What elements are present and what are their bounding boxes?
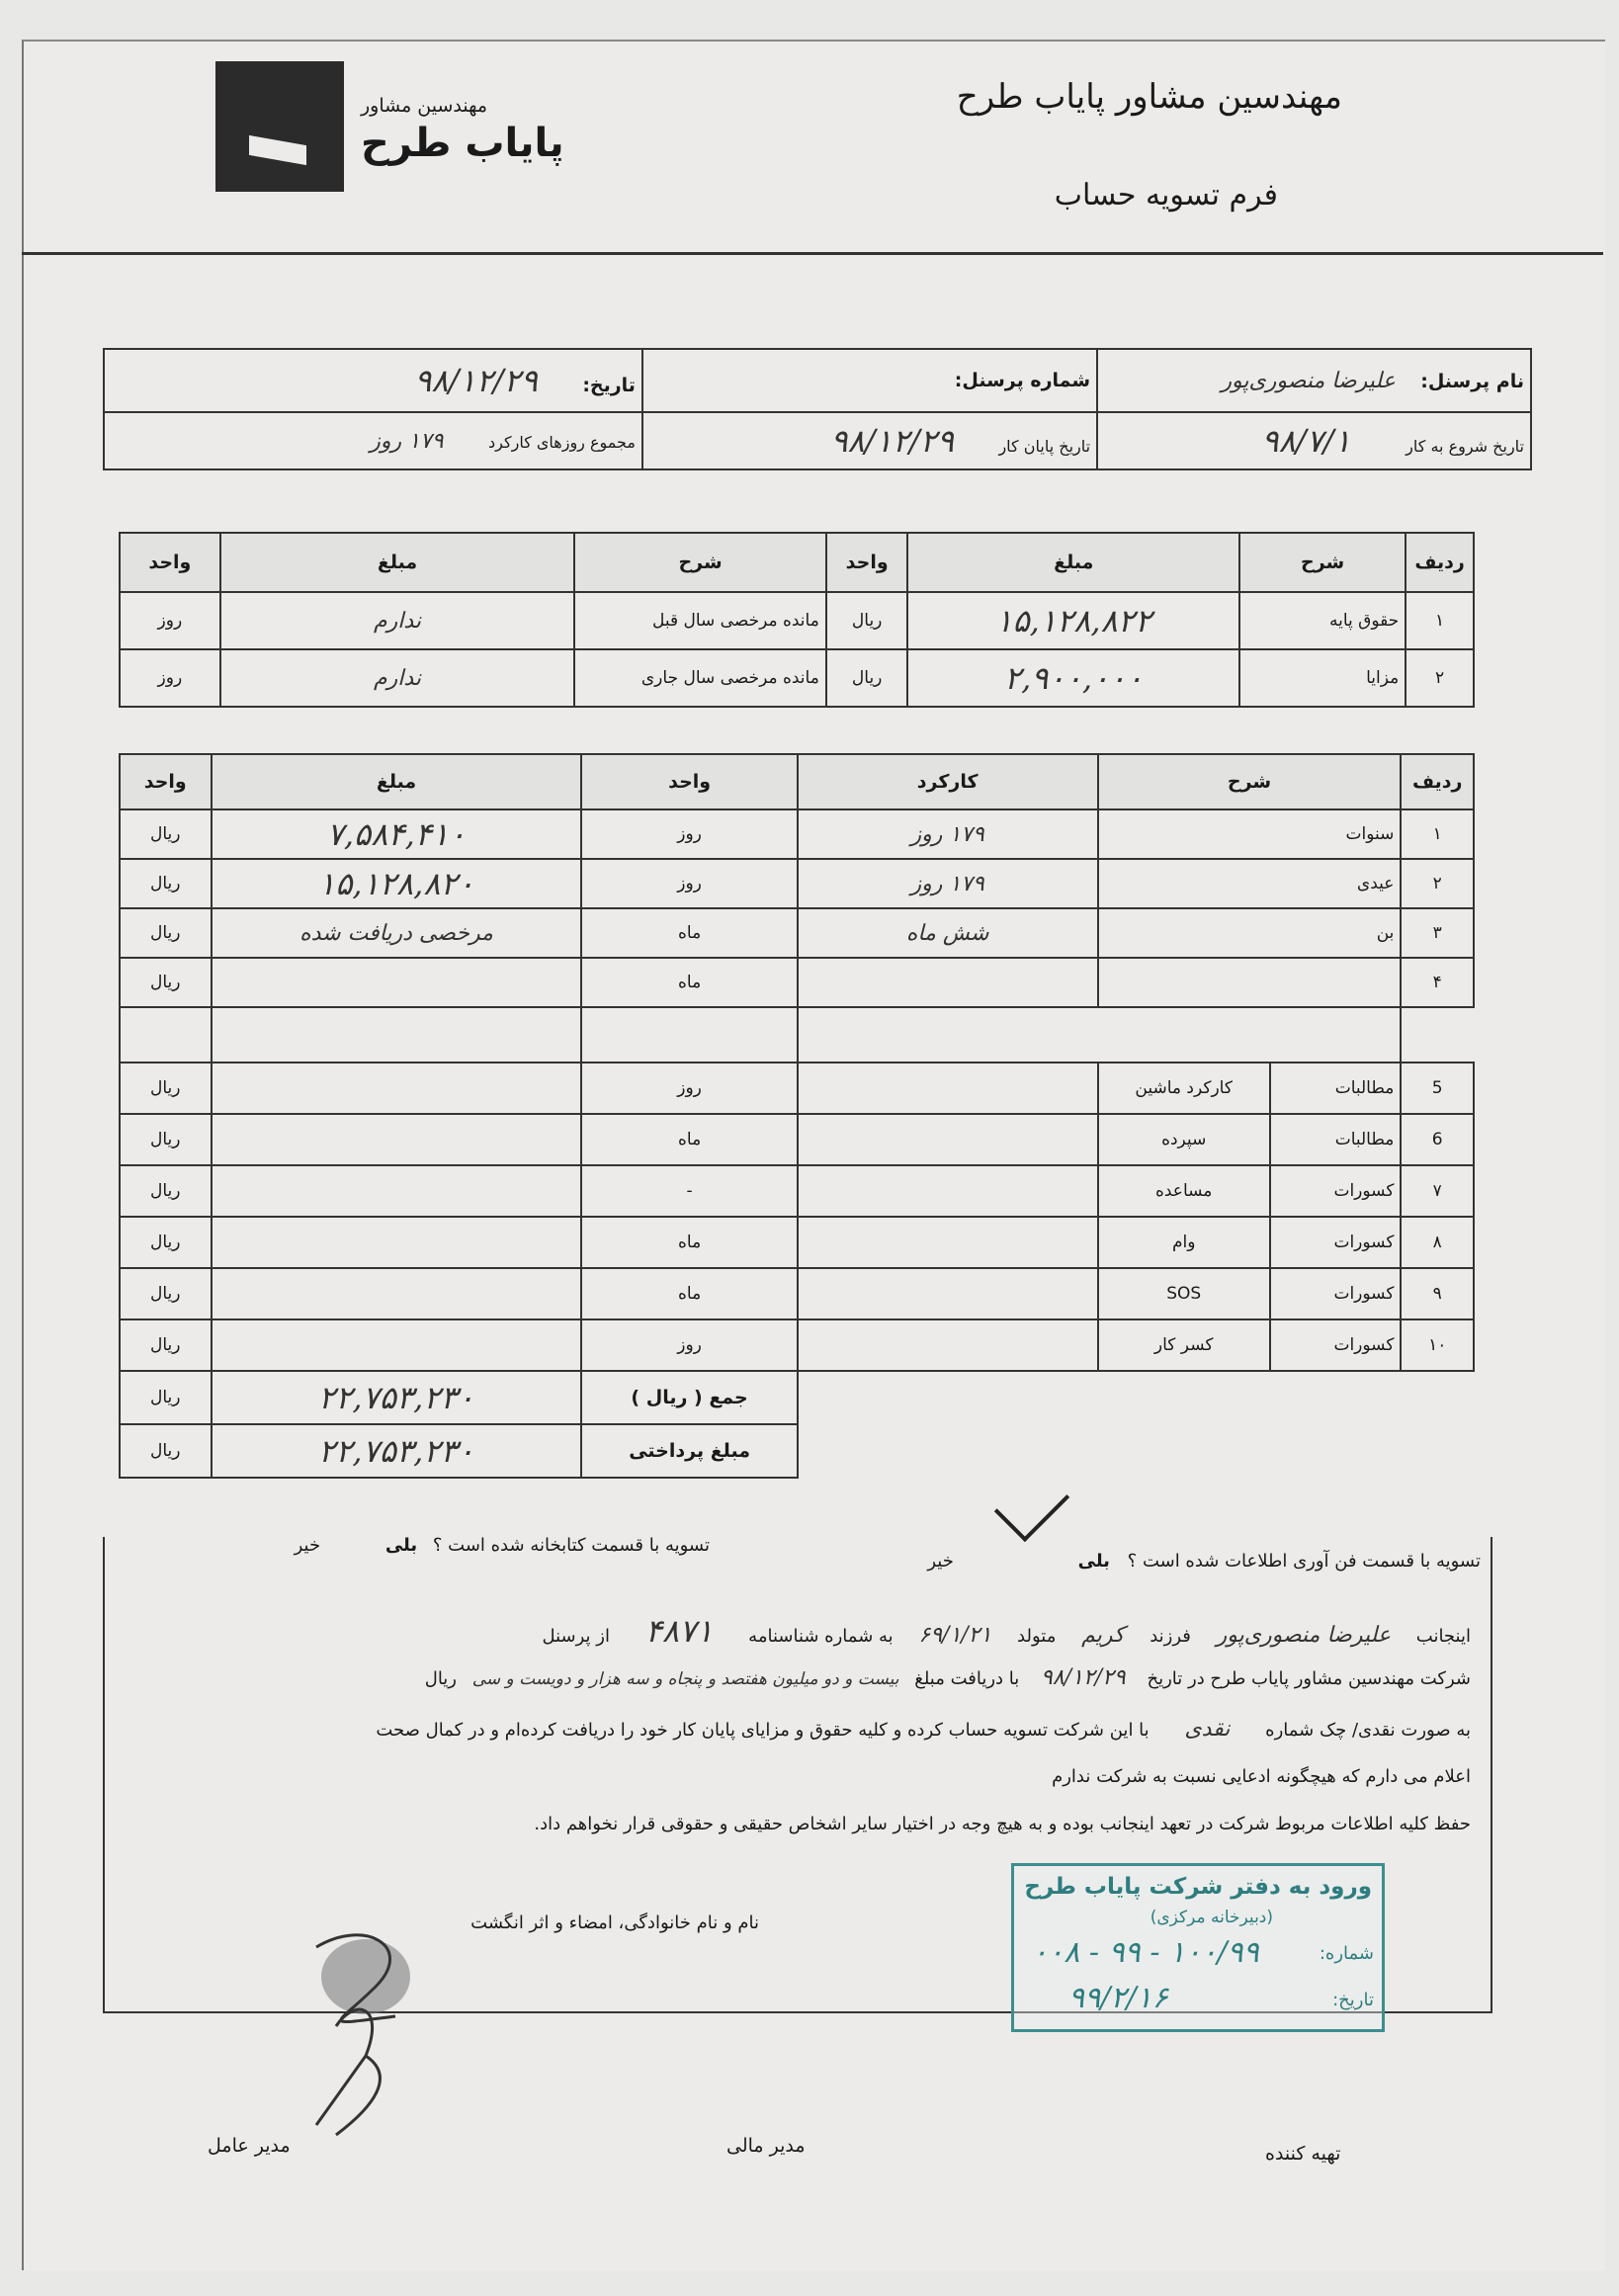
table-row: ۸ کسورات وام ماه ریال: [120, 1217, 1474, 1268]
table-row: ۷ کسورات مساعده - ریال: [120, 1165, 1474, 1217]
table-row: ۹ کسورات SOS ماه ریال: [120, 1268, 1474, 1319]
table-row: 5 مطالبات کارکرد ماشین روز ریال: [120, 1063, 1474, 1114]
col-unit: واحد: [826, 533, 908, 592]
signature-label: نام و نام خانوادگی، امضاء و اثر انگشت: [470, 1913, 759, 1933]
table-row: ۴ ماه ریال: [120, 958, 1474, 1007]
col-desc-2: شرح: [574, 533, 826, 592]
col-desc: شرح: [1239, 533, 1406, 592]
finance-manager-label: مدیر مالی: [726, 2135, 806, 2157]
table-row: 6 مطالبات سپرده ماه ریال: [120, 1114, 1474, 1165]
table-row: [120, 1007, 1474, 1063]
declaration-line-1: اینجانب علیرضا منصوری‌پور فرزند کریم متولد ۶۹/۱/۲۱ به شماره شناسنامه ۴۸۷۱ از پرسنل: [542, 1612, 1471, 1650]
col-amount-2: مبلغ: [220, 533, 575, 592]
declaration-line-2: شرکت مهندسین مشاور پایاب طرح در تاریخ ۹۸/۱۲/۲۹ با دریافت مبلغ بیست و دو میلیون هفتصد و پنجاه و سه هزار و دویست و سی ریال: [424, 1665, 1471, 1690]
header-divider: [22, 252, 1603, 255]
personnel-name-cell: نام پرسنل: علیرضا منصوری‌پور: [1097, 349, 1531, 412]
logo-big-text: پایاب طرح: [361, 121, 564, 166]
declaration-line-3: به صورت نقدی/ چک شماره نقدی با این شرکت تسویه حساب کرده و کلیه حقوق و مزایای پایان کار خود را دریافت کرده‌ام و در کمال صحت: [376, 1717, 1471, 1742]
fingerprint-mark: [321, 1939, 410, 2014]
payment-row: مبلغ پرداختی ۲۲,۷۵۳,۲۳۰ ریال: [120, 1424, 1474, 1478]
it-no-option: خیر: [927, 1551, 954, 1572]
declaration-line-5: حفظ کلیه اطلاعات مربوط شرکت در تعهد اینجانب بوده و به هیچ وجه در اختیار سایر اشخاص حقیقی و حقوقی قرار نخواهم داد.: [534, 1814, 1471, 1834]
salary-table: [119, 532, 1475, 708]
table-row: ۲ عیدی ۱۷۹ روز روز ۱۵,۱۲۸,۸۲۰ ریال: [120, 859, 1474, 908]
ceo-signature-label: مدیر عامل: [208, 2135, 291, 2157]
table-row: ۱ سنوات ۱۷۹ روز روز ۷,۵۸۴,۴۱۰ ریال: [120, 809, 1474, 859]
table-row: ۲ مزایا ۲,۹۰۰,۰۰۰ ریال مانده مرخصی سال جاری ندارم روز: [120, 649, 1474, 707]
sum-row: جمع ( ریال ) ۲۲,۷۵۳,۲۳۰ ریال: [120, 1371, 1474, 1424]
it-yes-option: بلی: [1077, 1551, 1110, 1572]
col-row: ردیف: [1406, 533, 1474, 592]
it-clearance-question: تسویه با قسمت فن آوری اطلاعات شده است ؟ بلی خیر: [927, 1551, 1481, 1572]
signature-scribble: [277, 1908, 474, 2145]
table-row: ۳ بن شش ماه ماه مرخصی دریافت شده ریال: [120, 908, 1474, 958]
personnel-number-cell: شماره پرسنل:: [642, 349, 1097, 412]
declaration-line-4: اعلام می دارم که هیچگونه ادعایی نسبت به شرکت ندارم: [1052, 1766, 1471, 1787]
start-date-cell: تاریخ شروع به کار ۹۸/۷/۱: [1097, 412, 1531, 469]
company-logo: [215, 61, 344, 192]
col-amount: مبلغ: [907, 533, 1238, 592]
preparer-label: تهیه کننده: [1265, 2143, 1341, 2165]
end-date-cell: تاریخ پایان کار ۹۸/۱۲/۲۹: [642, 412, 1097, 469]
date-cell: تاریخ: ۹۸/۱۲/۲۹: [104, 349, 642, 412]
registration-stamp: ورود به دفتر شرکت پایاب طرح (دبیرخانه مرکزی) شماره: ۱۰۰/۹۹ - ۹۹ - ۰۰۸ تاریخ: ۹۹/۲/۱۶: [1011, 1863, 1385, 2032]
settlement-table: ردیف شرح کارکرد واحد مبلغ واحد ۱ سنوات ۱۷۹ روز روز ۷,۵۸۴,۴۱۰ ریال ۲ عیدی ۱۷۹ روز روز ۱۵,۱۲۸,۸۲۰ ریال ۳ بن شش ماه ماه مرخصی دریافت شده ریال ۴ ماه ریال 5 مطالبات کارکرد ماشین روز ریال 6 مطالبات سپرده ماه ریال ۷ کسورات مساعده - ریال ۸ کسورات وام ماه ریال ۹ کسورات SOS ماه ریال ۱۰ کسورات کسر کار روز ریال جمع ( ریال ) ۲۲,۷۵۳,۲۳۰ ریال مبلغ پرداختی ۲۲,۷۵۳,۲۳۰ ریال: [119, 753, 1475, 1479]
table-row: ۱ حقوق پایه ۱۵,۱۲۸,۸۲۲ ریال مانده مرخصی سال قبل ندارم روز: [120, 592, 1474, 649]
library-no-option: خیر: [294, 1535, 321, 1556]
table-row: ۱۰ کسورات کسر کار روز ریال: [120, 1319, 1474, 1371]
library-clearance-question: تسویه با قسمت کتابخانه شده است ؟ بلی خیر: [294, 1535, 710, 1556]
logo-small-text: مهندسین مشاور: [361, 95, 488, 117]
company-title: مهندسین مشاور پایاب طرح: [956, 77, 1342, 117]
library-yes-option: بلی: [384, 1535, 418, 1556]
form-title: فرم تسویه حساب: [1054, 178, 1278, 213]
col-unit-2: واحد: [120, 533, 220, 592]
personnel-info-table: [103, 348, 1532, 470]
workdays-cell: مجموع روزهای کارکرد ۱۷۹ روز: [104, 412, 642, 469]
